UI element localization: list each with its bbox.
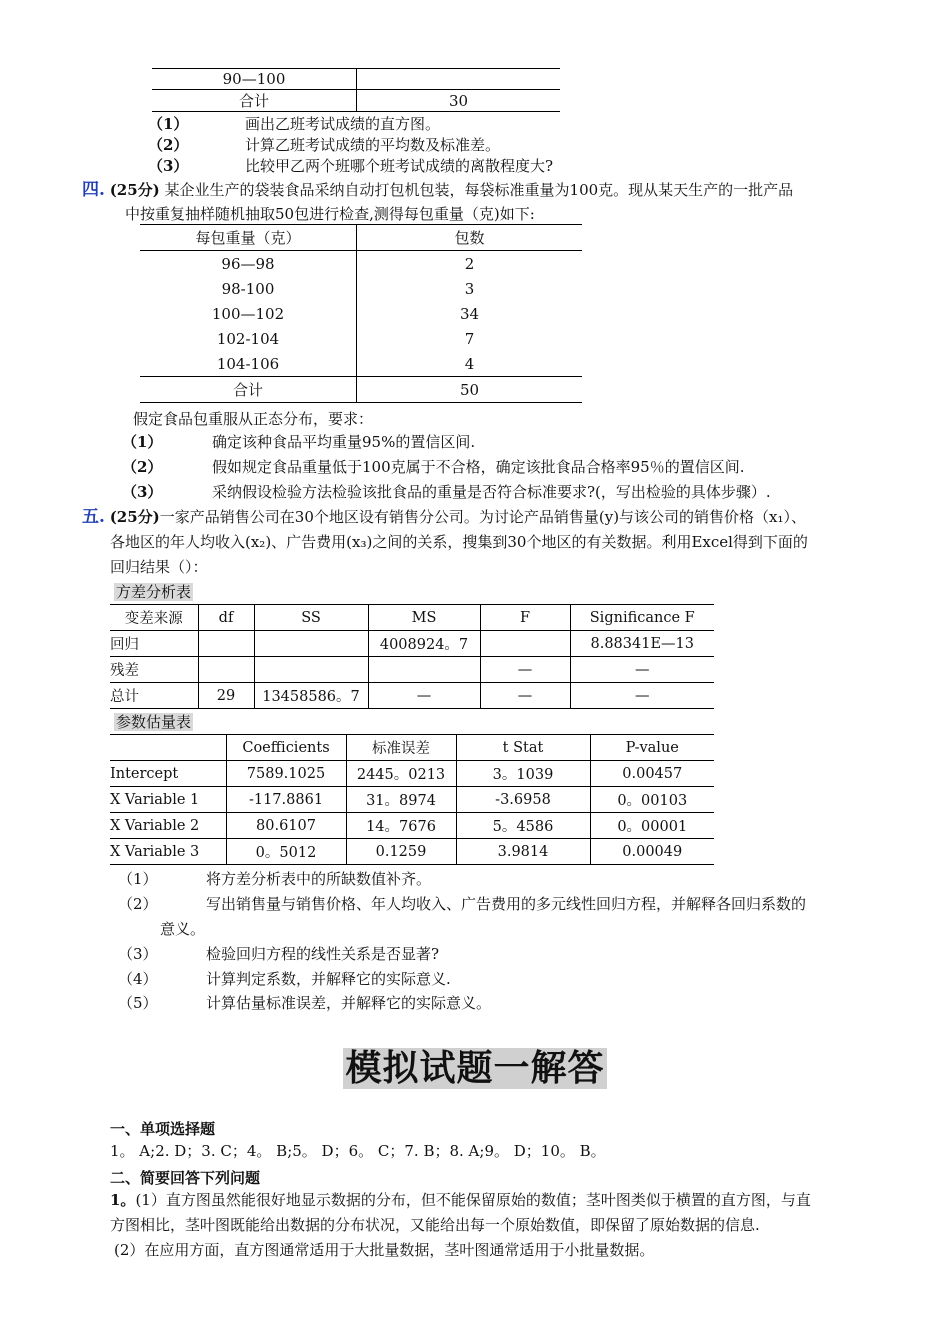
column-header: F <box>480 605 570 631</box>
req-number: （4） <box>118 970 158 988</box>
table-cell: 合计 <box>140 377 357 403</box>
req-number: （2） <box>122 458 163 476</box>
q4-text-line2: 中按重复抽样随机抽取50包进行检查,测得每包重量（克)如下: <box>125 205 535 223</box>
column-header: Coefficients <box>226 735 346 761</box>
req-text: 检验回归方程的线性关系是否显著? <box>206 945 440 963</box>
table-cell: -117.8861 <box>226 787 346 813</box>
anova-table <box>110 604 714 709</box>
table-row <box>140 326 582 351</box>
column-header: t Stat <box>456 735 590 761</box>
table-cell: 104-106 <box>140 351 357 377</box>
table-cell: 合计 <box>152 90 357 112</box>
column-header: 包数 <box>357 225 583 251</box>
table-row <box>140 276 582 301</box>
req-text: 计算估量标准误差，并解释它的实际意义。 <box>206 994 492 1012</box>
table-cell: 100—102 <box>140 301 357 326</box>
table-cell: 7 <box>464 329 475 348</box>
answer-text: (1）直方图虽然能很好地显示数据的分布，但不能保留原始的数值；茎叶图类似于横置的直方图，与直 <box>135 1191 811 1209</box>
table-cell: 14。7676 <box>346 813 456 839</box>
question-points: (25分) <box>109 508 160 526</box>
column-header: 每包重量（克） <box>140 225 357 251</box>
table-cell <box>198 657 254 683</box>
req-number: （2） <box>148 136 189 154</box>
question-number: 四. <box>82 180 105 200</box>
table-row <box>140 251 582 277</box>
table-row <box>110 631 714 657</box>
table-cell: 80.6107 <box>226 813 346 839</box>
table-cell: 4008924。7 <box>368 631 480 657</box>
table-cell: 0.00457 <box>590 761 714 787</box>
table-cell: — <box>570 657 714 683</box>
table-cell: — <box>368 683 480 709</box>
table-cell: 8.88341E—13 <box>570 631 714 657</box>
table-cell: 回归 <box>110 631 198 657</box>
req-text: 将方差分析表中的所缺数值补齐。 <box>206 870 432 888</box>
table-cell: 0。00001 <box>590 813 714 839</box>
req-number: （1） <box>118 870 158 888</box>
table-row <box>110 657 714 683</box>
column-header: MS <box>368 605 480 631</box>
req-text: 写出销售量与销售价格、年人均收入、广告费用的多元线性回归方程，并解释各回归系数的 <box>206 895 807 913</box>
table-cell: 残差 <box>110 657 198 683</box>
answer-1 <box>110 1188 880 1212</box>
table-cell: 98-100 <box>140 276 357 301</box>
table-cell: 34 <box>459 304 480 323</box>
question-points: (25分) <box>109 181 160 199</box>
req-text: 比较甲乙两个班哪个班考试成绩的离散程度大? <box>245 157 554 175</box>
req-text: 计算判定系数，并解释它的实际意义. <box>206 970 451 988</box>
table-cell: 0.00049 <box>590 839 714 865</box>
table-cell: 0.1259 <box>346 839 456 865</box>
column-header: 变差来源 <box>110 605 198 631</box>
table-row <box>110 761 714 787</box>
column-header: df <box>198 605 254 631</box>
table-cell: 50 <box>357 377 583 403</box>
table-cell: X Variable 3 <box>110 839 226 865</box>
table-row <box>140 301 582 326</box>
answers-title: 模拟试题一解答 <box>345 1048 605 1089</box>
req-text: 假如规定食品重量低于100克属于不合格，确定该批食品合格率95％的置信区间. <box>212 458 745 476</box>
table-cell: 4 <box>464 354 475 373</box>
table-cell: 31。8974 <box>346 787 456 813</box>
table-row <box>152 69 560 90</box>
anova-label: 方差分析表 <box>116 583 192 601</box>
table-header-row <box>110 735 714 761</box>
table-cell: -3.6958 <box>456 787 590 813</box>
req-number: （3） <box>122 483 163 501</box>
q5-text-line3: 回归结果（）： <box>110 558 208 576</box>
req-text: 意义。 <box>160 920 206 938</box>
table-cell: 2 <box>464 254 475 273</box>
answer-number: 1。 <box>110 1191 136 1209</box>
question-number: 五. <box>82 507 105 527</box>
req-number: （1） <box>148 115 189 133</box>
table-cell <box>357 69 561 90</box>
table-cell: 0。00103 <box>590 787 714 813</box>
table-cell <box>254 631 368 657</box>
table-cell: — <box>480 657 570 683</box>
table-cell: 3。1039 <box>456 761 590 787</box>
answer-text: 方图相比，茎叶图既能给出数据的分布状况，又能给出每一个原始数值，即保留了原始数据的信息. <box>110 1216 760 1234</box>
table-cell: 2445。0213 <box>346 761 456 787</box>
class-b-frequency-table-tail <box>152 68 560 112</box>
table-cell: 3 <box>464 279 475 298</box>
table-cell: 0。5012 <box>226 839 346 865</box>
q4-text-line1: 某企业生产的袋装食品采纳自动打包机包装，每袋标准重量为100克。现从某天生产的一批产品 <box>159 181 794 199</box>
column-header: Significance F <box>570 605 714 631</box>
req-number: （2） <box>118 895 158 913</box>
column-header: 标准误差 <box>346 735 456 761</box>
req-text: 采纳假设检验方法检验该批食品的重量是否符合标准要求?(，写出检验的具体步骤）. <box>212 483 771 501</box>
param-label: 参数估量表 <box>116 713 192 731</box>
choice-answers: 1。 A;2. D；3. C；4。 B;5。 D；6。 C；7. B；8. A;9。 D；10。 B。 <box>110 1142 606 1160</box>
req-number: （5） <box>118 994 158 1012</box>
table-cell: X Variable 2 <box>110 813 226 839</box>
table-cell: 总计 <box>110 683 198 709</box>
q4-assumption: 假定食品包重服从正态分布，要求： <box>133 410 374 428</box>
table-row <box>110 787 714 813</box>
req-text: 画出乙班考试成绩的直方图。 <box>245 115 441 133</box>
table-row <box>110 839 714 865</box>
column-header: SS <box>254 605 368 631</box>
table-row <box>140 351 582 377</box>
table-header-row <box>140 225 582 251</box>
column-header: P-value <box>590 735 714 761</box>
section-heading: 二、简要回答下列问题 <box>110 1169 261 1187</box>
table-cell <box>198 631 254 657</box>
req-number: （1） <box>122 433 163 451</box>
parameter-estimates-table <box>110 734 714 865</box>
table-cell <box>254 657 368 683</box>
table-cell: 3.9814 <box>456 839 590 865</box>
table-cell: 90—100 <box>152 69 357 90</box>
table-cell: — <box>480 683 570 709</box>
table-row <box>110 683 714 709</box>
answer-text: (2）在应用方面，直方图通常适用于大批量数据，茎叶图通常适用于小批量数据。 <box>114 1241 655 1259</box>
table-cell <box>480 631 570 657</box>
req-number: （3） <box>148 157 189 175</box>
table-total-row <box>140 377 582 403</box>
table-cell: — <box>570 683 714 709</box>
q5-stem <box>82 505 882 529</box>
table-cell: 29 <box>198 683 254 709</box>
column-header <box>110 735 226 761</box>
table-cell: 30 <box>357 90 561 112</box>
req-number: （3） <box>118 945 158 963</box>
table-cell: 96—98 <box>140 251 357 277</box>
table-cell: 102-104 <box>140 326 357 351</box>
req-text: 计算乙班考试成绩的平均数及标准差。 <box>245 136 501 154</box>
table-row <box>152 90 560 112</box>
req-text: 确定该种食品平均重量95%的置信区间. <box>212 433 476 451</box>
table-cell: X Variable 1 <box>110 787 226 813</box>
package-weight-table <box>140 224 582 403</box>
table-cell: 5。4586 <box>456 813 590 839</box>
section-heading: 一、单项选择题 <box>110 1120 216 1138</box>
table-cell <box>368 657 480 683</box>
q5-text-line2: 各地区的年人均收入(x₂)、广告费用(x₃)之间的关系，搜集到30个地区的有关数据。利用Excel得到下面的 <box>110 533 808 551</box>
q4-stem <box>82 178 882 202</box>
table-cell: Intercept <box>110 761 226 787</box>
table-header-row <box>110 605 714 631</box>
table-row <box>110 813 714 839</box>
table-cell: 13458586。7 <box>254 683 368 709</box>
table-cell: 7589.1025 <box>226 761 346 787</box>
q5-text-line1: 一家产品销售公司在30个地区设有销售分公司。为讨论产品销售量(y)与该公司的销售价格（x₁）、 <box>159 508 807 526</box>
